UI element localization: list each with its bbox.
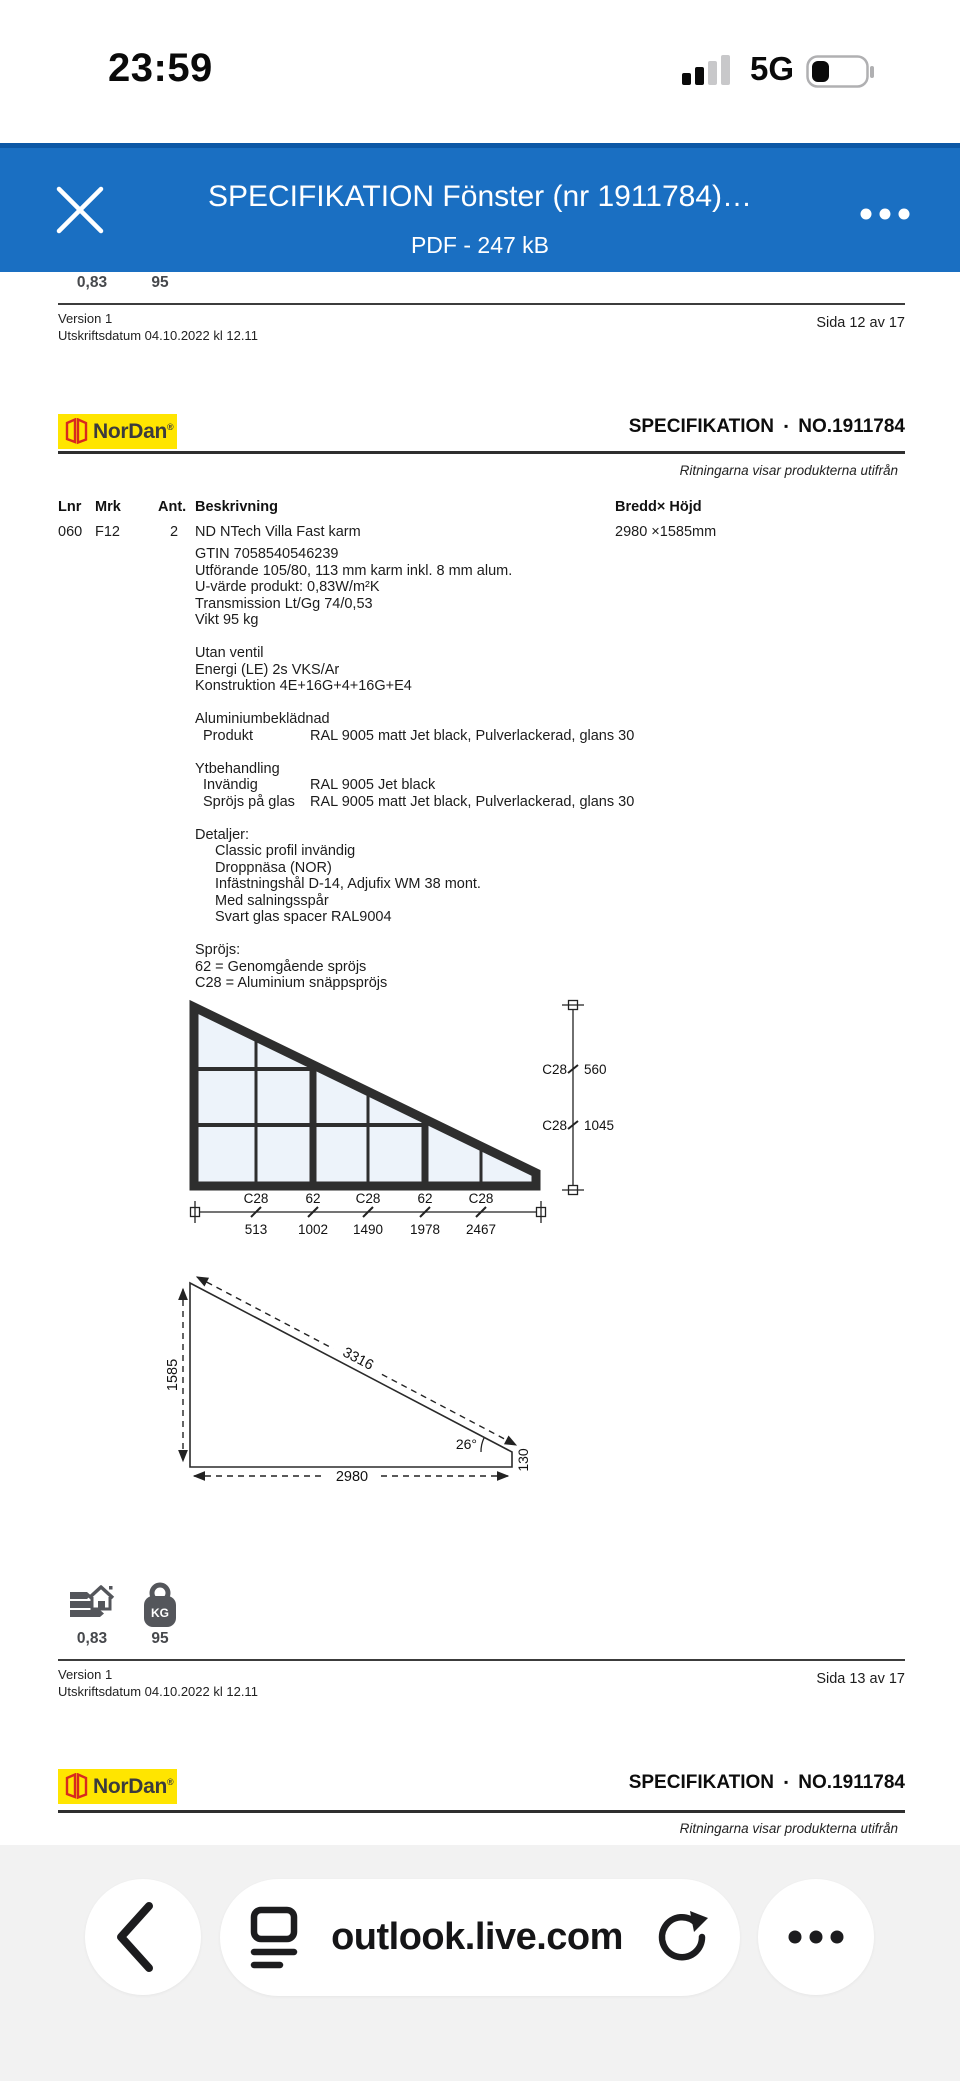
spec-line: Aluminiumbeklädnad — [195, 711, 330, 727]
doc-heading: SPECIFIKATION ▪ NO.1911784 — [628, 416, 905, 437]
spec-line: Droppnäsa (NOR) — [215, 859, 332, 876]
u-value-label: 0,83 — [76, 274, 108, 291]
nordan-logo — [58, 1769, 177, 1804]
spec-line — [195, 695, 795, 712]
dim-label: C28 — [542, 1118, 567, 1133]
col-beskrivning: Beskrivning — [195, 499, 278, 515]
page-number: Sida 12 av 17 — [816, 315, 905, 331]
row-size: 2980 ×1585mm — [615, 524, 717, 540]
kg-text: KG — [151, 1606, 169, 1620]
spec-line: Transmission Lt/Gg 74/0,53 — [195, 595, 373, 612]
spec-line — [195, 926, 795, 943]
close-icon[interactable] — [52, 182, 108, 238]
muntin-pos: 2467 — [465, 1222, 497, 1237]
page-number: Sida 13 av 17 — [816, 1671, 905, 1687]
height-dim: 1585 — [165, 1358, 181, 1392]
muntin-type: C28 — [355, 1191, 381, 1206]
address-bar[interactable] — [220, 1879, 740, 1996]
muntin-pos: 513 — [244, 1222, 268, 1237]
reader-page-icon — [250, 1905, 298, 1971]
spec-line: Med salningsspår — [215, 892, 329, 909]
spec-line: Produkt RAL 9005 matt Jet black, Pulverlackerad, glans 30 — [203, 727, 635, 744]
dimension-drawing — [150, 1258, 580, 1503]
angle-dim: 26° — [455, 1436, 477, 1452]
spec-line: Detaljer: — [195, 826, 249, 843]
spec-line: Svart glas spacer RAL9004 — [215, 909, 392, 925]
muntin-type: 62 — [305, 1191, 321, 1206]
col-ant: Ant. — [158, 499, 187, 515]
col-size: Bredd× Höjd — [615, 499, 702, 515]
row-mrk: F12 — [95, 524, 120, 540]
energy-rating-icon — [70, 1582, 116, 1630]
version-text: Version 1 — [58, 1667, 113, 1682]
divider — [58, 1810, 905, 1813]
battery-icon — [806, 55, 876, 89]
muntin-pos: 1490 — [352, 1222, 384, 1237]
file-info: PDF - 247 kB — [410, 232, 550, 258]
spec-line: Utförande 105/80, 113 mm karm inkl. 8 mm alum. — [195, 562, 513, 579]
spec-line: Konstruktion 4E+16G+4+16G+E4 — [195, 678, 412, 694]
status-time: 23:59 — [108, 46, 213, 90]
spec-line: Spröjs: — [195, 942, 241, 958]
muntin-type: 62 — [417, 1191, 433, 1206]
spec-line: C28 = Aluminium snäppspröjs — [195, 975, 388, 991]
spec-details — [195, 546, 795, 992]
nordan-logo — [58, 414, 177, 449]
more-icon[interactable] — [856, 200, 916, 228]
print-date-text: Utskriftsdatum 04.10.2022 kl 12.11 — [58, 1684, 258, 1699]
dim-value: 560 — [584, 1062, 607, 1077]
spec-line — [195, 629, 795, 646]
row-name: ND NTech Villa Fast karm — [195, 524, 361, 540]
ellipsis-icon — [782, 1927, 850, 1947]
spec-line: Invändig RAL 9005 Jet black — [203, 777, 436, 793]
row-ant: 2 — [170, 524, 179, 540]
dim-value: 1045 — [584, 1118, 615, 1133]
document-title: SPECIFIKATION Fönster (nr 1911784)… — [207, 180, 753, 213]
window-logo-icon — [65, 1773, 89, 1801]
network-type: 5G — [750, 50, 795, 87]
row-lnr: 060 — [58, 524, 83, 540]
spec-line: 62 = Genomgående spröjs — [195, 958, 367, 975]
spec-line: Vikt 95 kg — [195, 612, 259, 628]
spec-line: Spröjs på glas RAL 9005 matt Jet black, Pulverlackerad, glans 30 — [203, 793, 635, 810]
col-mrk: Mrk — [95, 499, 121, 515]
drawing-note: Ritningarna visar produkterna utifrån — [679, 1821, 898, 1836]
drawing-note: Ritningarna visar produkterna utifrån — [679, 463, 898, 478]
window-logo-icon — [65, 418, 89, 446]
version-text: Version 1 — [58, 311, 113, 326]
back-button[interactable] — [85, 1879, 201, 1995]
divider — [58, 451, 905, 454]
more-button[interactable] — [758, 1879, 874, 1995]
spec-line: GTIN 7058540546239 — [195, 546, 339, 562]
spec-line — [195, 810, 795, 827]
spec-line: Energi (LE) 2s VKS/Ar — [195, 661, 340, 678]
signal-icon — [682, 53, 738, 87]
u-value-label: 0,83 — [76, 1630, 108, 1647]
weight-kg-icon — [141, 1582, 179, 1630]
muntin-type: C28 — [243, 1191, 269, 1206]
col-lnr: Lnr — [58, 499, 82, 515]
back-chevron-icon — [111, 1900, 167, 1974]
spec-line: Classic profil invändig — [215, 843, 356, 859]
weight-label: 95 — [151, 1630, 169, 1647]
spec-line: Utan ventil — [195, 645, 264, 661]
muntin-pos: 1002 — [297, 1222, 329, 1237]
doc-heading: SPECIFIKATION ▪ NO.1911784 — [628, 1772, 905, 1793]
divider — [58, 303, 905, 305]
divider — [58, 1659, 905, 1661]
diagonal-dim: 3316 — [339, 1344, 376, 1374]
print-date-text: Utskriftsdatum 04.10.2022 kl 12.11 — [58, 328, 258, 343]
refresh-icon[interactable] — [656, 1905, 710, 1971]
spec-line: Infästningshål D-14, Adjufix WM 38 mont. — [215, 876, 481, 892]
muntin-type: C28 — [468, 1191, 494, 1206]
muntin-pos: 1978 — [409, 1222, 441, 1237]
edge-dim: 130 — [515, 1448, 531, 1472]
url-text: outlook.live.com — [331, 1916, 623, 1958]
bullet-icon: ▪ — [784, 419, 789, 433]
weight-label: 95 — [151, 274, 169, 291]
spec-line: Ytbehandling — [195, 760, 280, 777]
bullet-icon: ▪ — [784, 1775, 789, 1789]
brand-name: NorDan® — [93, 419, 174, 443]
window-drawing — [140, 988, 660, 1250]
dim-label: C28 — [542, 1062, 567, 1077]
spec-line: U-värde produkt: 0,83W/m²K — [195, 579, 380, 595]
brand-name: NorDan® — [93, 1774, 174, 1798]
width-dim: 2980 — [335, 1469, 369, 1485]
spec-line — [195, 744, 795, 761]
